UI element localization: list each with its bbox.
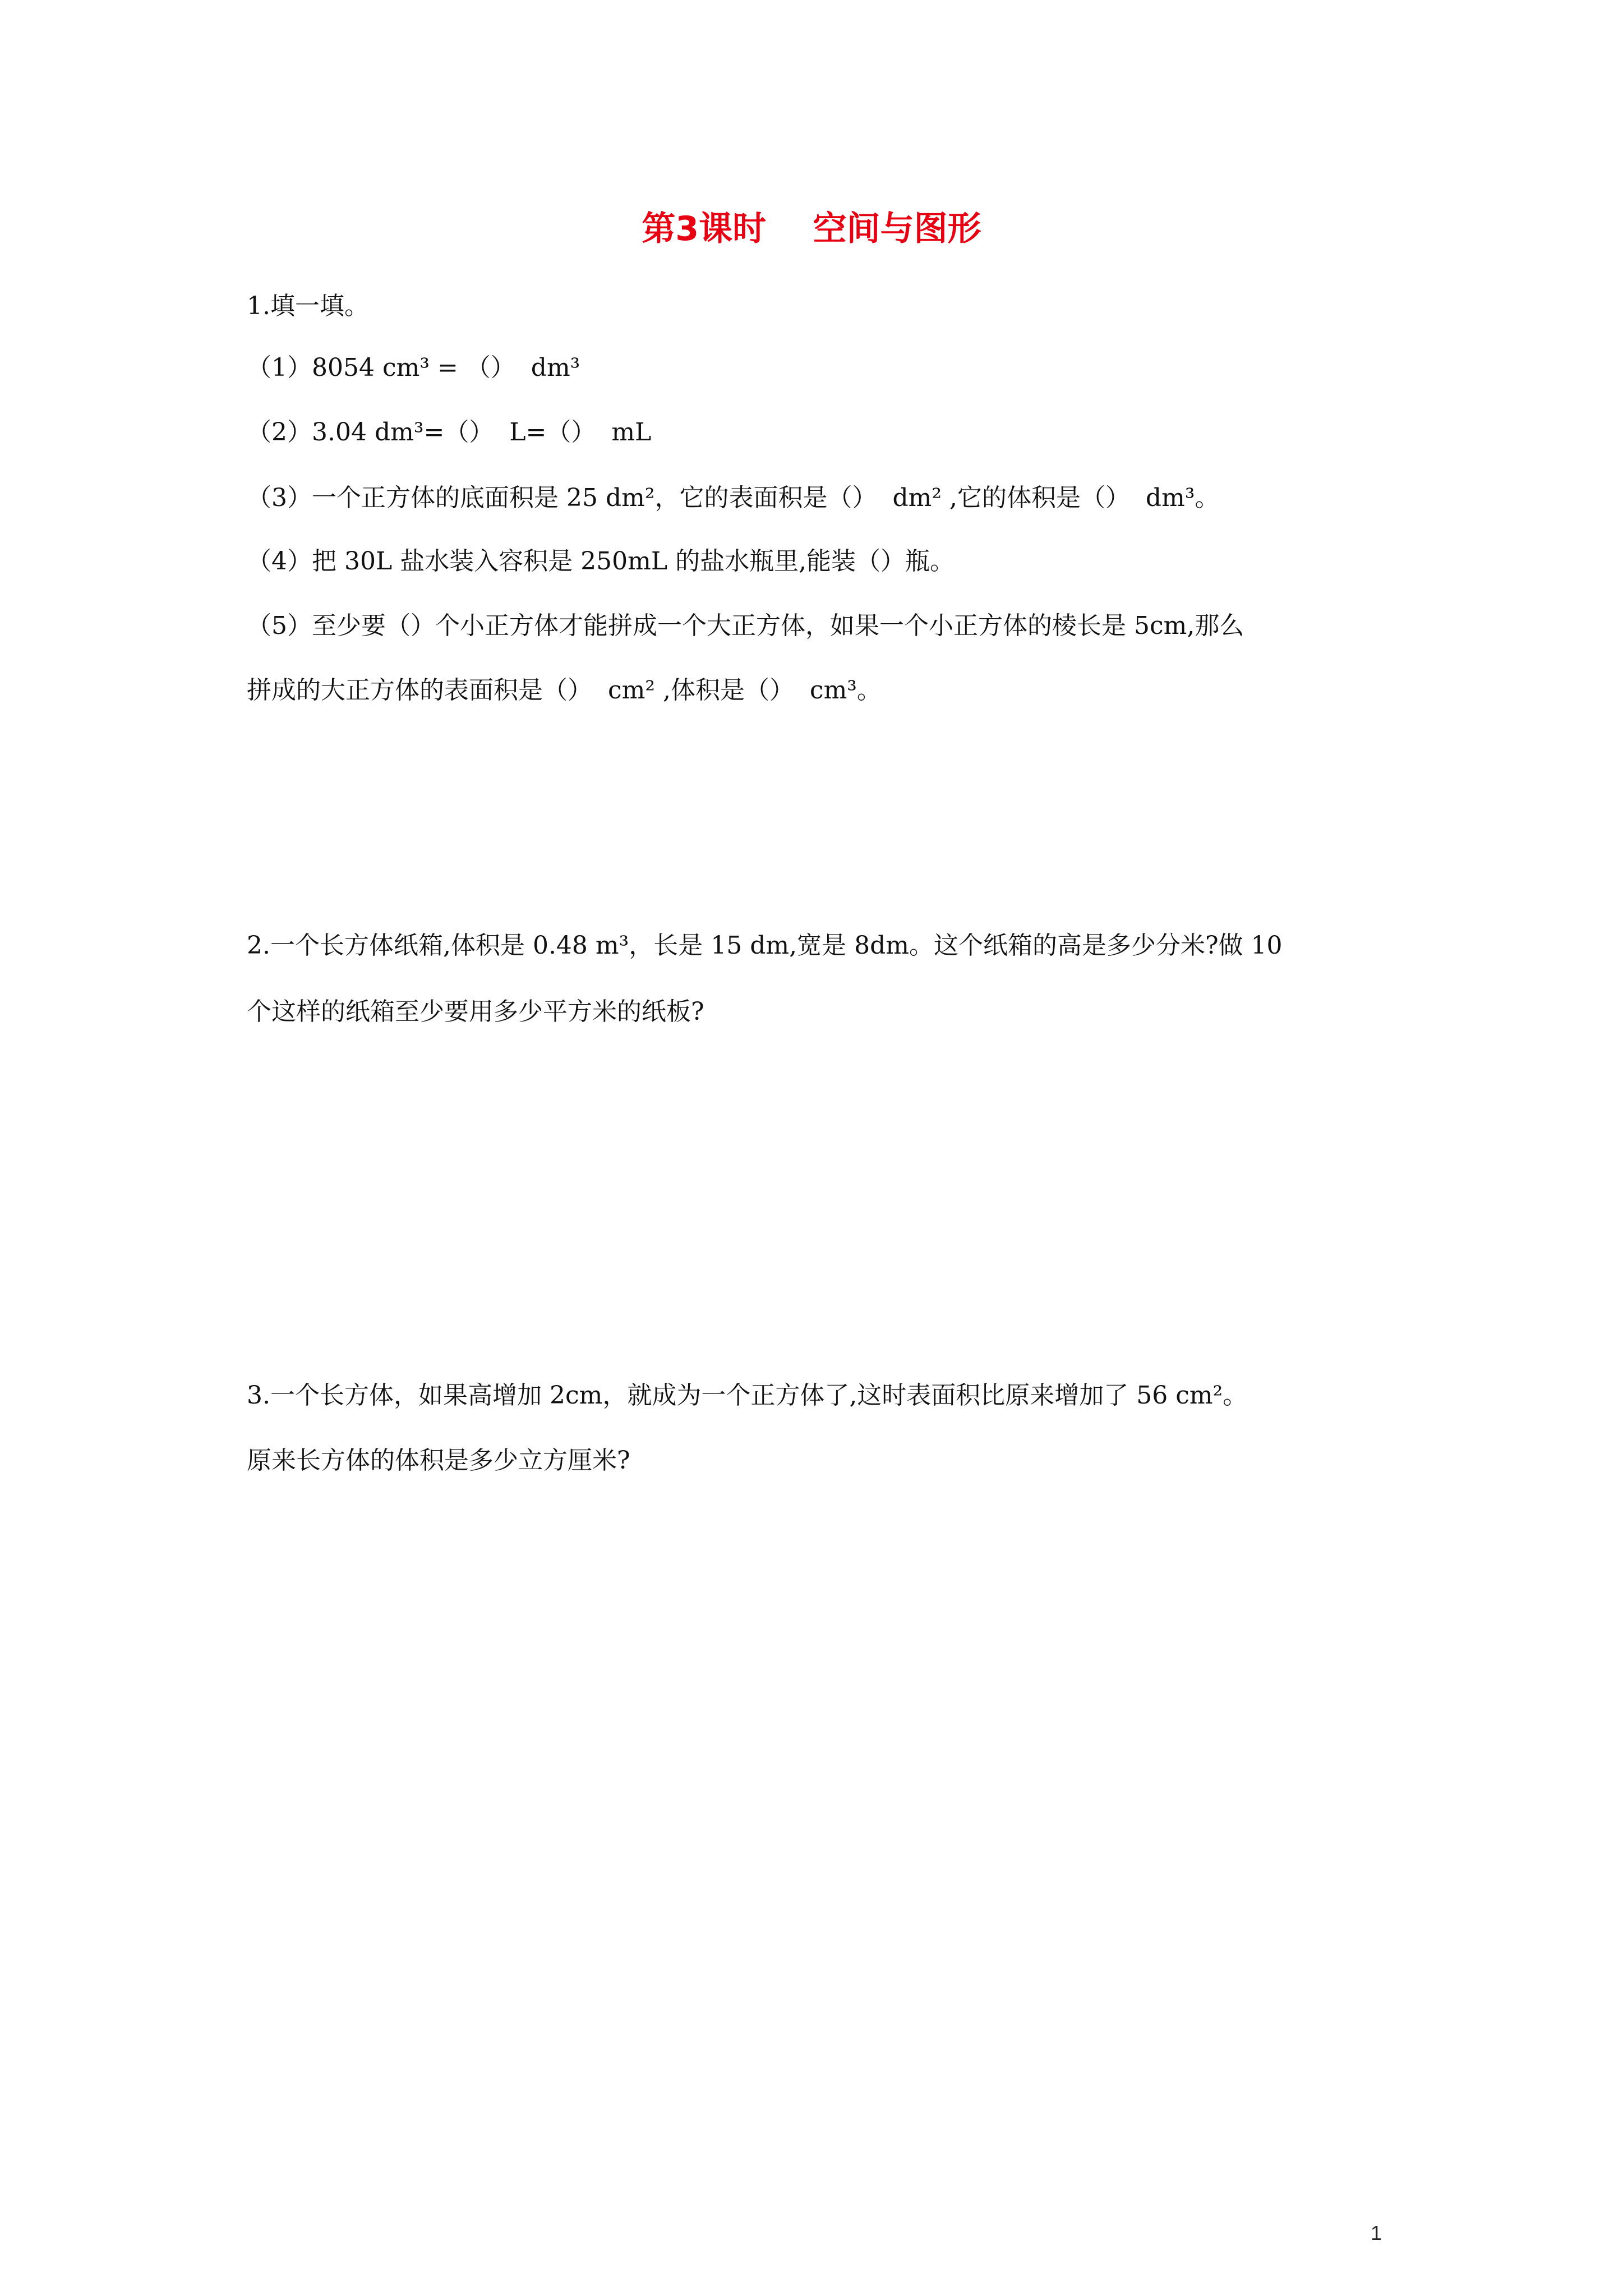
question-1-item: （1）8054 cm³ = （） dm³ (247, 353, 580, 382)
question-2-line: 2.一个长方体纸箱,体积是 0.48 m³，长是 15 dm,宽是 8dm。这个纸箱的高是多少分米?做 10 (247, 931, 1283, 960)
question-1-heading: 1.填一填。 (247, 292, 369, 320)
question-1-item: （5）至少要（）个小正方体才能拼成一个大正方体，如果一个小正方体的棱长是 5cm,那么 (247, 611, 1244, 640)
question-2-line: 个这样的纸箱至少要用多少平方米的纸板? (247, 997, 704, 1026)
question-3-line: 3.一个长方体，如果高增加 2cm，就成为一个正方体了,这时表面积比原来增加了 56 cm²。 (247, 1381, 1248, 1410)
question-3-line: 原来长方体的体积是多少立方厘米? (247, 1446, 630, 1475)
question-1-item: （2）3.04 dm³=（） L=（） mL (247, 418, 652, 447)
question-1-item: （4）把 30L 盐水装入容积是 250mL 的盐水瓶里,能装（）瓶。 (247, 547, 955, 576)
question-1-item: （3）一个正方体的底面积是 25 dm²，它的表面积是（） dm² ,它的体积是（） dm³。 (247, 484, 1220, 512)
page-title: 第3课时 空间与图形 (642, 209, 981, 249)
page-number: 1 (1371, 2221, 1382, 2244)
question-1-item-continued: 拼成的大正方体的表面积是（） cm² ,体积是（） cm³。 (247, 676, 882, 705)
